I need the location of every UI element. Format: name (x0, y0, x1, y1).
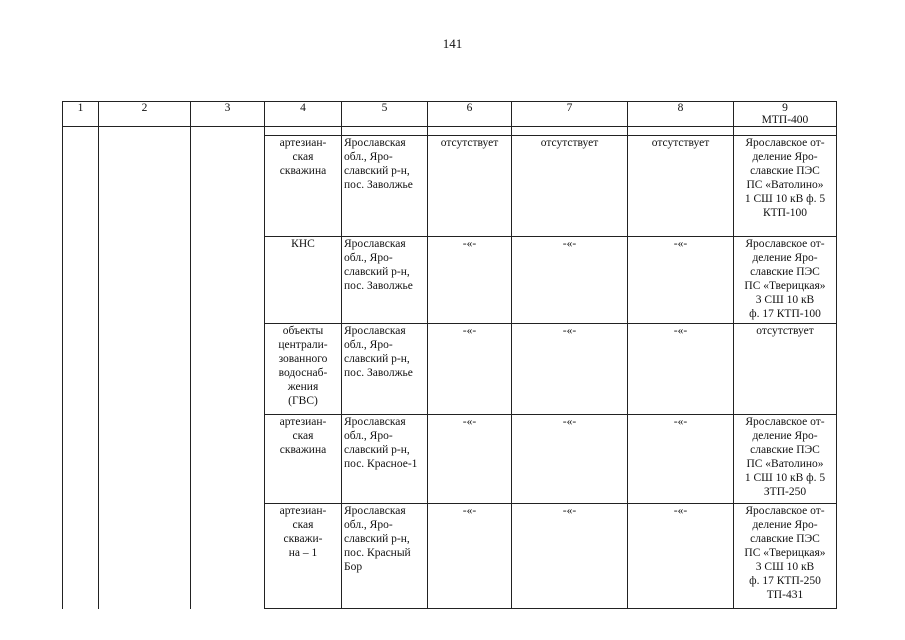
object-cell: артезиан- ская скважи- на – 1 (265, 504, 342, 609)
table-row (63, 324, 837, 415)
object-cell: артезиан- ская скважина (265, 415, 342, 504)
spacer-row (63, 127, 837, 136)
object-cell: КНС (265, 237, 342, 324)
blank-cell-1 (63, 324, 99, 415)
col7-cell: -«- (512, 504, 628, 609)
object-cell: объекты централи- зованного водоснаб- жения (ГВС) (265, 324, 342, 415)
power-source-cell: Ярославское от- деление Яро- славские ПЭС ПС «Тверицкая» 3 СШ 10 кВ ф. 17 КТП-100 (734, 237, 837, 324)
blank-cell-2 (99, 237, 191, 324)
col-header-6: 6 (428, 102, 512, 127)
col-header-9 (734, 102, 837, 127)
col6-cell: -«- (428, 237, 512, 324)
table-row (63, 237, 837, 324)
blank-cell-3 (191, 504, 265, 609)
col-header-3: 3 (191, 102, 265, 127)
power-source-cell: Ярославское от- деление Яро- славские ПЭС ПС «Тверицкая» 3 СШ 10 кВ ф. 17 КТП-250 ТП-431 (734, 504, 837, 609)
col6-cell: -«- (428, 324, 512, 415)
address-cell: Ярославская обл., Яро- славский р-н, пос. Заволжье (342, 324, 428, 415)
page-number: 141 (442, 36, 463, 51)
col7-cell: -«- (512, 237, 628, 324)
col-header-7: 7 (512, 102, 628, 127)
col8-cell: отсутствует (628, 136, 734, 237)
col-header-5: 5 (342, 102, 428, 127)
col8-cell: -«- (628, 504, 734, 609)
blank-cell-3 (191, 136, 265, 237)
table-row (63, 136, 837, 237)
table-row (63, 415, 837, 504)
col7-cell: -«- (512, 324, 628, 415)
address-cell: Ярославская обл., Яро- славский р-н, пос. Заволжье (342, 136, 428, 237)
blank-cell-2 (99, 415, 191, 504)
col8-cell: -«- (628, 324, 734, 415)
address-cell: Ярославская обл., Яро- славский р-н, пос. Заволжье (342, 237, 428, 324)
blank-cell-1 (63, 136, 99, 237)
blank-cell-1 (63, 504, 99, 609)
col-header-1: 1 (63, 102, 99, 127)
col6-cell: -«- (428, 504, 512, 609)
address-cell: Ярославская обл., Яро- славский р-н, пос. Красное-1 (342, 415, 428, 504)
object-cell: артезиан- ская скважина (265, 136, 342, 237)
col7-cell: -«- (512, 415, 628, 504)
blank-cell-1 (63, 237, 99, 324)
power-source-cell: отсутствует (734, 324, 837, 415)
power-source-cell: Ярославское от- деление Яро- славские ПЭС ПС «Ватолино» 1 СШ 10 кВ ф. 5 КТП-100 (734, 136, 837, 237)
address-cell: Ярославская обл., Яро- славский р-н, пос. Красный Бор (342, 504, 428, 609)
col8-cell: -«- (628, 415, 734, 504)
blank-cell-2 (99, 324, 191, 415)
power-source-cell: Ярославское от- деление Яро- славские ПЭС ПС «Ватолино» 1 СШ 10 кВ ф. 5 ЗТП-250 (734, 415, 837, 504)
col7-cell: отсутствует (512, 136, 628, 237)
blank-cell-3 (191, 237, 265, 324)
document-table (62, 101, 837, 609)
col-header-8: 8 (628, 102, 734, 127)
blank-cell-2 (99, 504, 191, 609)
col6-cell: -«- (428, 415, 512, 504)
blank-cell-3 (191, 415, 265, 504)
col-header-2: 2 (99, 102, 191, 127)
carry-over-text: МТП-400 (761, 114, 809, 126)
col6-cell: отсутствует (428, 136, 512, 237)
blank-cell-3 (191, 324, 265, 415)
col-header-9-number: 9 (782, 102, 788, 114)
table-row (63, 504, 837, 609)
blank-cell-2 (99, 136, 191, 237)
col-header-4: 4 (265, 102, 342, 127)
header-row (63, 102, 837, 127)
col8-cell: -«- (628, 237, 734, 324)
blank-cell-1 (63, 415, 99, 504)
